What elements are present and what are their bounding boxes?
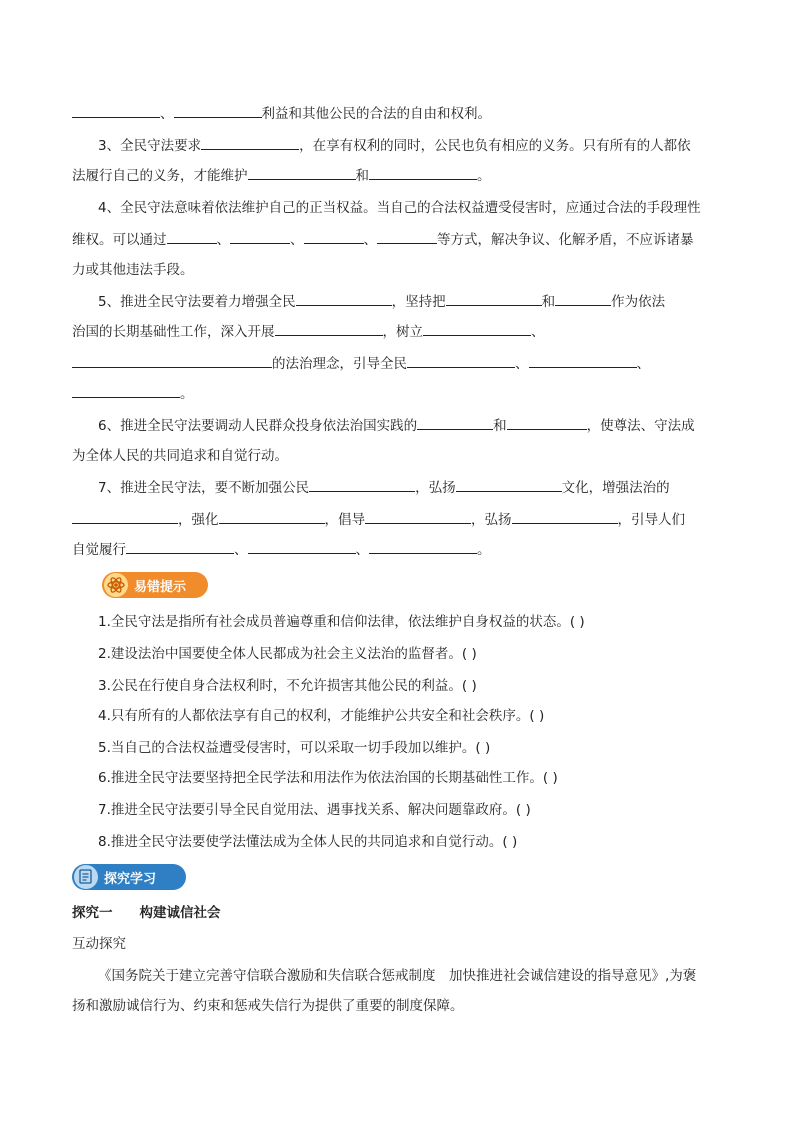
item3-line1 <box>98 136 691 156</box>
answer-blank[interactable] <box>248 166 356 180</box>
text: ，强化 <box>178 512 219 528</box>
text: 7、推进全民守法，要不断加强公民 <box>98 480 310 496</box>
answer-blank[interactable] <box>72 510 178 524</box>
separator: 、 <box>216 232 230 248</box>
tf-item: 8.推进全民守法要使学法懂法成为全体人民的共同追求和自觉行动。( ) <box>98 834 518 850</box>
text: 和 <box>493 418 507 434</box>
text: 作为依法 <box>611 294 666 310</box>
answer-blank[interactable] <box>230 230 290 244</box>
text: ，引导人们 <box>617 512 685 528</box>
item6-line1 <box>98 416 695 436</box>
text: 为全体人民的共同追求和自觉行动。 <box>72 448 288 464</box>
tf-item: 1.全民守法是指所有社会成员普遍尊重和信仰法律，依法维护自身权益的状态。( ) <box>98 614 585 630</box>
inquiry-paragraph-line1: 《国务院关于建立完善守信联合激励和失信联合惩戒制度 加快推进社会诚信建设的指导意见》,为褒 <box>98 968 697 984</box>
answer-blank[interactable] <box>248 540 356 554</box>
answer-blank[interactable] <box>423 322 531 336</box>
item2-line <box>72 104 491 124</box>
inquiry-heading: 探究一 构建诚信社会 <box>72 905 221 921</box>
section-badge-errors <box>102 572 208 598</box>
text: 、 <box>355 542 369 558</box>
tf-item: 6.推进全民守法要坚持把全民学法和用法作为依法治国的长期基础性工作。( ) <box>98 770 558 786</box>
item2-text: 利益和其他公民的合法的自由和权利。 <box>261 106 491 122</box>
separator: 、 <box>290 232 304 248</box>
text: 治国的长期基础性工作，深入开展 <box>72 324 275 340</box>
item4-line2 <box>72 230 694 250</box>
text: ，坚持把 <box>391 294 446 310</box>
text: 、 <box>515 356 529 372</box>
item3-line2 <box>72 166 491 186</box>
tf-item: 2.建设法治中国要使全体人民都成为社会主义法治的监督者。( ) <box>98 646 477 662</box>
text: 、 <box>531 324 545 340</box>
answer-blank[interactable] <box>369 540 477 554</box>
atom-icon <box>104 573 128 597</box>
answer-blank[interactable] <box>167 230 217 244</box>
answer-blank[interactable] <box>507 416 587 430</box>
answer-blank[interactable] <box>417 416 493 430</box>
text: 、 <box>636 356 650 372</box>
section-title: 探究学习 <box>104 871 157 887</box>
text: 3、全民守法要求 <box>98 138 202 154</box>
text: 的法治理念，引导全民 <box>272 356 407 372</box>
section-title: 易错提示 <box>134 579 187 595</box>
text: 5、推进全民守法要着力增强全民 <box>98 294 296 310</box>
inquiry-paragraph-line2: 扬和激励诚信行为、约束和惩戒失信行为提供了重要的制度保障。 <box>72 998 464 1014</box>
answer-blank[interactable] <box>126 540 234 554</box>
text: 和 <box>355 168 369 184</box>
text: 4、全民守法意味着依法维护自己的正当权益。当自己的合法权益遭受侵害时，应通过合法的手段理性 <box>98 200 701 216</box>
answer-blank[interactable] <box>369 166 477 180</box>
answer-blank[interactable] <box>555 292 611 306</box>
answer-blank[interactable] <box>529 354 637 368</box>
text: 等方式，解决争议、化解矛盾，不应诉诸暴 <box>437 232 694 248</box>
tf-item: 4.只有所有的人都依法享有自己的权利，才能维护公共安全和社会秩序。( ) <box>98 708 545 724</box>
section-badge-inquiry <box>72 864 186 890</box>
text: ，在享有权利的同时，公民也负有相应的义务。只有所有的人都依 <box>299 138 691 154</box>
item6-line2 <box>72 446 288 466</box>
text: 维权。可以通过 <box>72 232 167 248</box>
answer-blank[interactable] <box>309 478 415 492</box>
item4-line1 <box>98 198 701 218</box>
answer-blank[interactable] <box>174 104 262 118</box>
answer-blank[interactable] <box>219 510 325 524</box>
text: ，树立 <box>382 324 423 340</box>
text: 力或其他违法手段。 <box>72 262 194 278</box>
item7-line3 <box>72 540 491 560</box>
tf-item: 3.公民在行使自身合法权利时，不允许损害其他公民的利益。( ) <box>98 678 477 694</box>
item7-line1 <box>98 478 670 498</box>
item5-line1 <box>98 292 665 312</box>
text: 。 <box>180 386 194 402</box>
text: 。 <box>477 168 491 184</box>
answer-blank[interactable] <box>201 136 299 150</box>
answer-blank[interactable] <box>72 384 180 398</box>
answer-blank[interactable] <box>296 292 392 306</box>
text: 自觉履行 <box>72 542 126 558</box>
tf-item: 7.推进全民守法要引导全民自觉用法、遇事找关系、解决问题靠政府。( ) <box>98 802 531 818</box>
separator: 、 <box>363 232 377 248</box>
text: 和 <box>541 294 556 310</box>
answer-blank[interactable] <box>377 230 437 244</box>
item5-line2 <box>72 322 545 342</box>
answer-blank[interactable] <box>407 354 515 368</box>
answer-blank[interactable] <box>512 510 618 524</box>
item5-line3 <box>72 354 650 374</box>
answer-blank[interactable] <box>365 510 471 524</box>
text: ，倡导 <box>324 512 365 528</box>
text: 。 <box>477 542 491 558</box>
text: 法履行自己的义务，才能维护 <box>72 168 248 184</box>
text: 文化，增强法治的 <box>561 480 670 496</box>
text: ，弘扬 <box>471 512 512 528</box>
answer-blank[interactable] <box>72 354 272 368</box>
study-icon <box>74 865 98 889</box>
answer-blank[interactable] <box>456 478 562 492</box>
separator: 、 <box>160 106 174 122</box>
item7-line2 <box>72 510 685 530</box>
text: 、 <box>234 542 248 558</box>
answer-blank[interactable] <box>304 230 364 244</box>
text: 6、推进全民守法要调动人民群众投身依法治国实践的 <box>98 418 418 434</box>
text: ，使尊法、守法成 <box>586 418 695 434</box>
answer-blank[interactable] <box>446 292 542 306</box>
tf-item: 5.当自己的合法权益遭受侵害时，可以采取一切手段加以维护。( ) <box>98 740 491 756</box>
item4-line3 <box>72 260 194 280</box>
inquiry-subheading: 互动探究 <box>72 936 126 952</box>
answer-blank[interactable] <box>275 322 383 336</box>
text: ，弘扬 <box>415 480 456 496</box>
answer-blank[interactable] <box>72 104 160 118</box>
item5-line4 <box>72 384 194 404</box>
